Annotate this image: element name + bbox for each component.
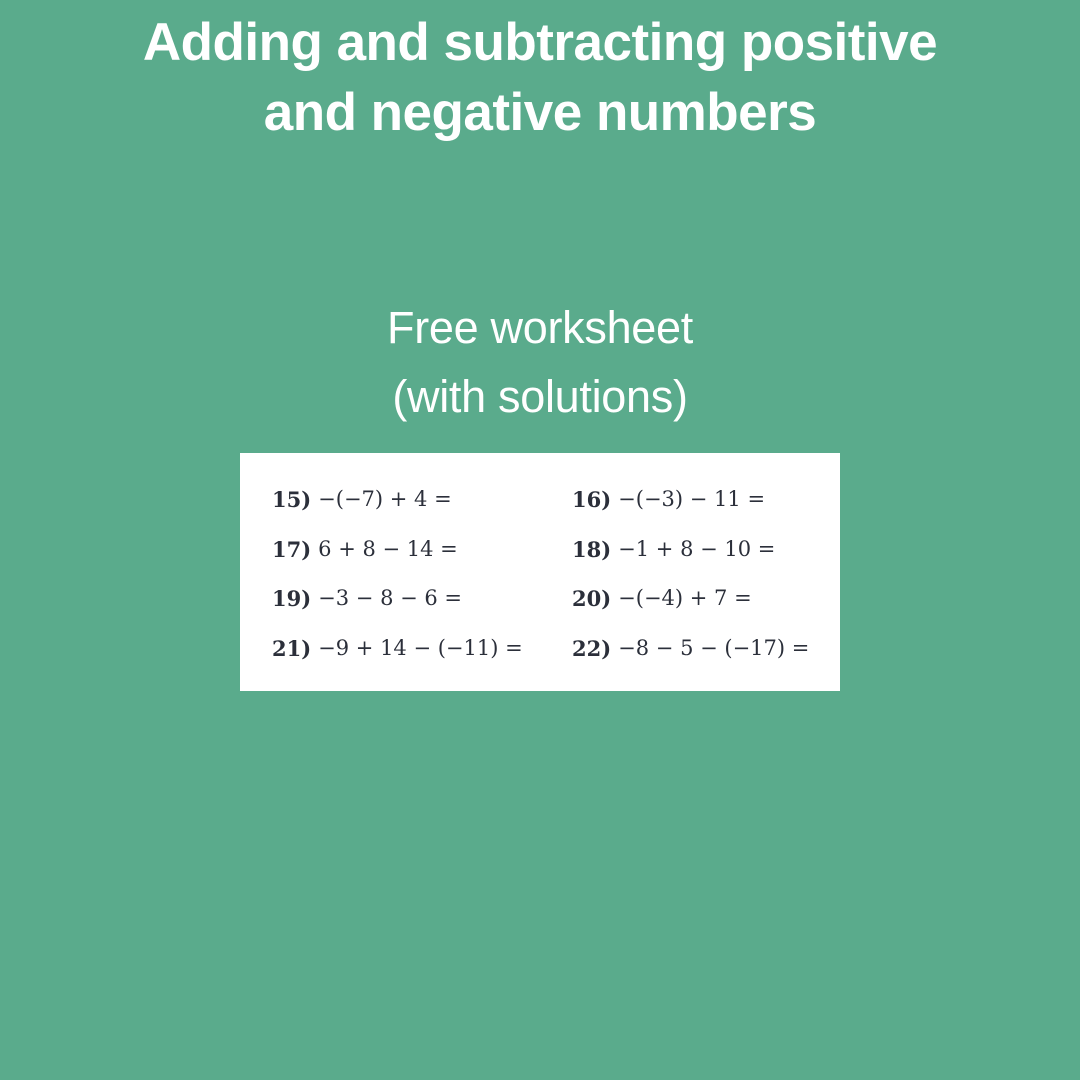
- problem-expression: −(−3) − 11 =: [618, 487, 766, 512]
- worksheet-problem: [272, 475, 572, 525]
- subtitle-line-1: Free worksheet: [387, 302, 693, 353]
- problem-number: 18): [572, 536, 612, 562]
- problem-number: 15): [272, 487, 312, 513]
- problem-number: 21): [272, 635, 312, 661]
- problem-expression: 6 + 8 − 14 =: [318, 536, 458, 561]
- worksheet-preview-image: [240, 453, 840, 691]
- problem-expression: −3 − 8 − 6 =: [318, 586, 463, 611]
- problem-expression: −(−7) + 4 =: [318, 487, 452, 512]
- problem-number: 17): [272, 536, 312, 562]
- problem-number: 22): [572, 635, 612, 661]
- problem-number: 20): [572, 586, 612, 612]
- problem-number: 19): [272, 586, 312, 612]
- problem-number: 16): [572, 487, 612, 513]
- worksheet-problem: [572, 475, 822, 525]
- worksheet-problem: [272, 624, 572, 674]
- worksheet-problem: [572, 574, 822, 624]
- worksheet-problem: [572, 525, 822, 575]
- worksheet-problem-grid: [272, 475, 812, 673]
- page-title: Adding and subtracting positive and negative numbers: [142, 13, 938, 142]
- problem-expression: −9 + 14 − (−11) =: [318, 635, 523, 660]
- worksheet-problem: [572, 624, 822, 674]
- worksheet-problem: [272, 574, 572, 624]
- subtitle-line-2: (with solutions): [392, 371, 688, 422]
- problem-expression: −(−4) + 7 =: [618, 586, 752, 611]
- problem-expression: −8 − 5 − (−17) =: [618, 635, 810, 660]
- worksheet-problem: [272, 525, 572, 575]
- problem-expression: −1 + 8 − 10 =: [618, 536, 776, 561]
- page-subtitle: [140, 293, 940, 431]
